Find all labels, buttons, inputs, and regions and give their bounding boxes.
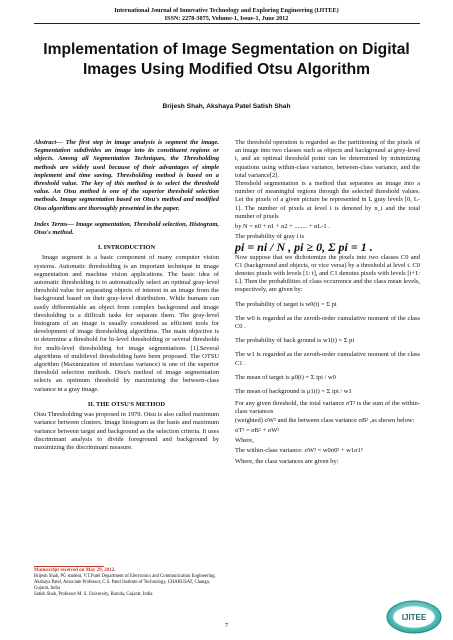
class-variance-text: Where, the class variances are given by: xyxy=(235,457,339,465)
equation-within-variance: The within-class variance: σW² = w0σ0² + w1σ1² xyxy=(235,447,363,455)
logo-text: IJITEE xyxy=(401,613,427,622)
footnote-rule xyxy=(34,566,104,567)
footnote-1: Brijesh Shah, PG student, V.T.Patel Department of Electronics and Communication Engineering, xyxy=(34,574,216,579)
total-variance-text: For any given threshold, the total variance σT² is the sum of the within-class variances xyxy=(235,400,420,416)
page-number: 7 xyxy=(224,622,229,629)
probability-label: The probability of gray i is xyxy=(235,233,305,241)
equation-mu1: The mean of background is μ1(t) = Σ ipi / w1 xyxy=(235,388,352,396)
w0-text: The w0 is regarded as the zeroth-order cumulative moment of the class C0 . xyxy=(235,314,420,331)
journal-name: International Journal of Innovative Technology and Exploring Engineering (IJITEE) xyxy=(114,7,339,14)
intro-paragraph: Image segment is a basic component of many computer vision systems. Automatic thresholding is an important technique in image segmentation and machine vision applications. The basic idea of automatic thresholding is to automatically select an optimal gray-level threshold value for separating objects of interest in an image from the background based on their gray-level distribution. While humans can easily differentiable an object from complex background and image thresholding is a difficult tasks for separate them. The gray-level histogram of an image is usually considered as efficient tools for development of image thresholding algorithms. The main objective is to determine a threshold for bi-level thresholding or several thresholds for multi-level thresholding for image segmentations [1].Several algorithms of multilevel thresholding have been proposed. The OTSU algorithm (Maximization of interclass variance) is one of the superior threshold selection methods. Otsu's method of image segmentation selects an optimum threshold by maximizing the between-class variance in a gray image. xyxy=(34,254,219,393)
equation-w1: The probability of back ground is w1(t) = Σ pi xyxy=(235,337,355,345)
equation-total-pixels: by N = n0 + n1 + n2 + ........ + nL-1 . xyxy=(235,223,330,231)
journal-header xyxy=(0,7,453,22)
journal-logo-icon xyxy=(384,599,444,635)
paper-authors: Brijesh Shah, Akshaya Patel Satish Shah xyxy=(162,103,291,110)
index-terms-label: Index Terms— xyxy=(34,220,74,228)
abstract-label: Abstract— xyxy=(34,139,63,146)
left-column xyxy=(34,139,219,452)
otsu-paragraph: Otsu Thresholding was proposed in 1979. Otsu is also called maximum variance between clusters. Image histogram as the basis and maximum variance between target and background as the selection criteria. It uses discriminant analysis to divide foreground and background by maximizing the discriminant measure. xyxy=(34,411,219,451)
dichotomize-paragraph: Now suppose that we dichotomize the pixels into two classes C0 and C1 (background and objects, or vice versa) by a threshold at level t. C0 denotes pixels with levels [1: t], and C1 denotes pixels with levels [t+1: L]. Then the probabilities of class occurrence and the class mean levels, respectively, are given by: xyxy=(235,253,420,294)
w1-text: The w1 is regarded as the zeroth-order cumulative moment of the class C1 . xyxy=(235,351,420,367)
equation-mu0: The mean of target is μ0(t) = Σ ipi / w0 xyxy=(235,373,336,381)
index-terms-text: Image segmentation, Threshold selection, Histogram, Otsu's method. xyxy=(34,220,219,237)
abstract xyxy=(34,139,219,213)
journal-issn: ISSN: 2278-3075, Volume-1, Issue-1, June 2012 xyxy=(164,14,289,22)
right-column xyxy=(235,139,420,468)
section-heading-intro: I. INTRODUCTION xyxy=(97,244,156,252)
manuscript-received: Manuscript received on May 29, 2012. xyxy=(34,568,116,573)
equation-probability: pi = ni / N , pi ≥ 0, Σ pi = 1 . xyxy=(235,240,373,255)
index-terms xyxy=(34,221,219,237)
header-rule xyxy=(34,23,420,24)
where-label: Where, xyxy=(235,437,254,445)
section-heading-otsu: II. THE OTSU'S METHOD xyxy=(87,400,166,408)
paper-title: Implementation of Image Segmentation on Digital Images Using Modified Otsu Algorithm xyxy=(43,41,410,78)
footnote-3: Satish Shah, Professor M. S. University, Baroda, Gujarat, India xyxy=(34,592,153,597)
abstract-text: The first step in image analysis is segment the image. Segmentation subdivides an image into its constituent regions or objects. Among all Segmentation Techniques, the Thresholding methods are widely used because of their advantages of simple implement and time saving. Thresholding method is based on a threshold value. The key of this method is to select the threshold value. An Otsu method is one of the superior threshold selection methods. Image segmentation based on Otsu's method and modified Otsu algorithms are thoroughly presented in the paper. xyxy=(34,139,219,212)
footnote-2: Akshaya Patel, Associate Professor, C.S. Patel Institute of Technology, CHARUSAT, Changa, Gujarat, India xyxy=(34,580,210,591)
footnotes xyxy=(34,568,219,598)
equation-total-variance: σT² = σB² + σW² xyxy=(235,426,280,434)
weighted-variance-text: (weighted) σW² and the between class variance σB² ,as shown below: xyxy=(235,416,415,424)
segmentation-paragraph: Threshold segmentation is a method that separates an image into a number of meaningful regions through the selected threshold values. Let the pixels of a given picture be represented in L gray levels [0, L-1]. The number of pixels at level i is denoted by n_i and the total number of pixels xyxy=(235,180,420,220)
equation-w0: The probability of target is w0(t) = Σ pi xyxy=(235,300,337,308)
threshold-paragraph: The threshold operation is regarded as the partitioning of the pixels of an image into two classes such as objects and background at grey-level t, and an optimal threshold point can be determined by minimizing equations using within-class variance, between-class variance, and the total variance[2]. xyxy=(235,139,420,179)
